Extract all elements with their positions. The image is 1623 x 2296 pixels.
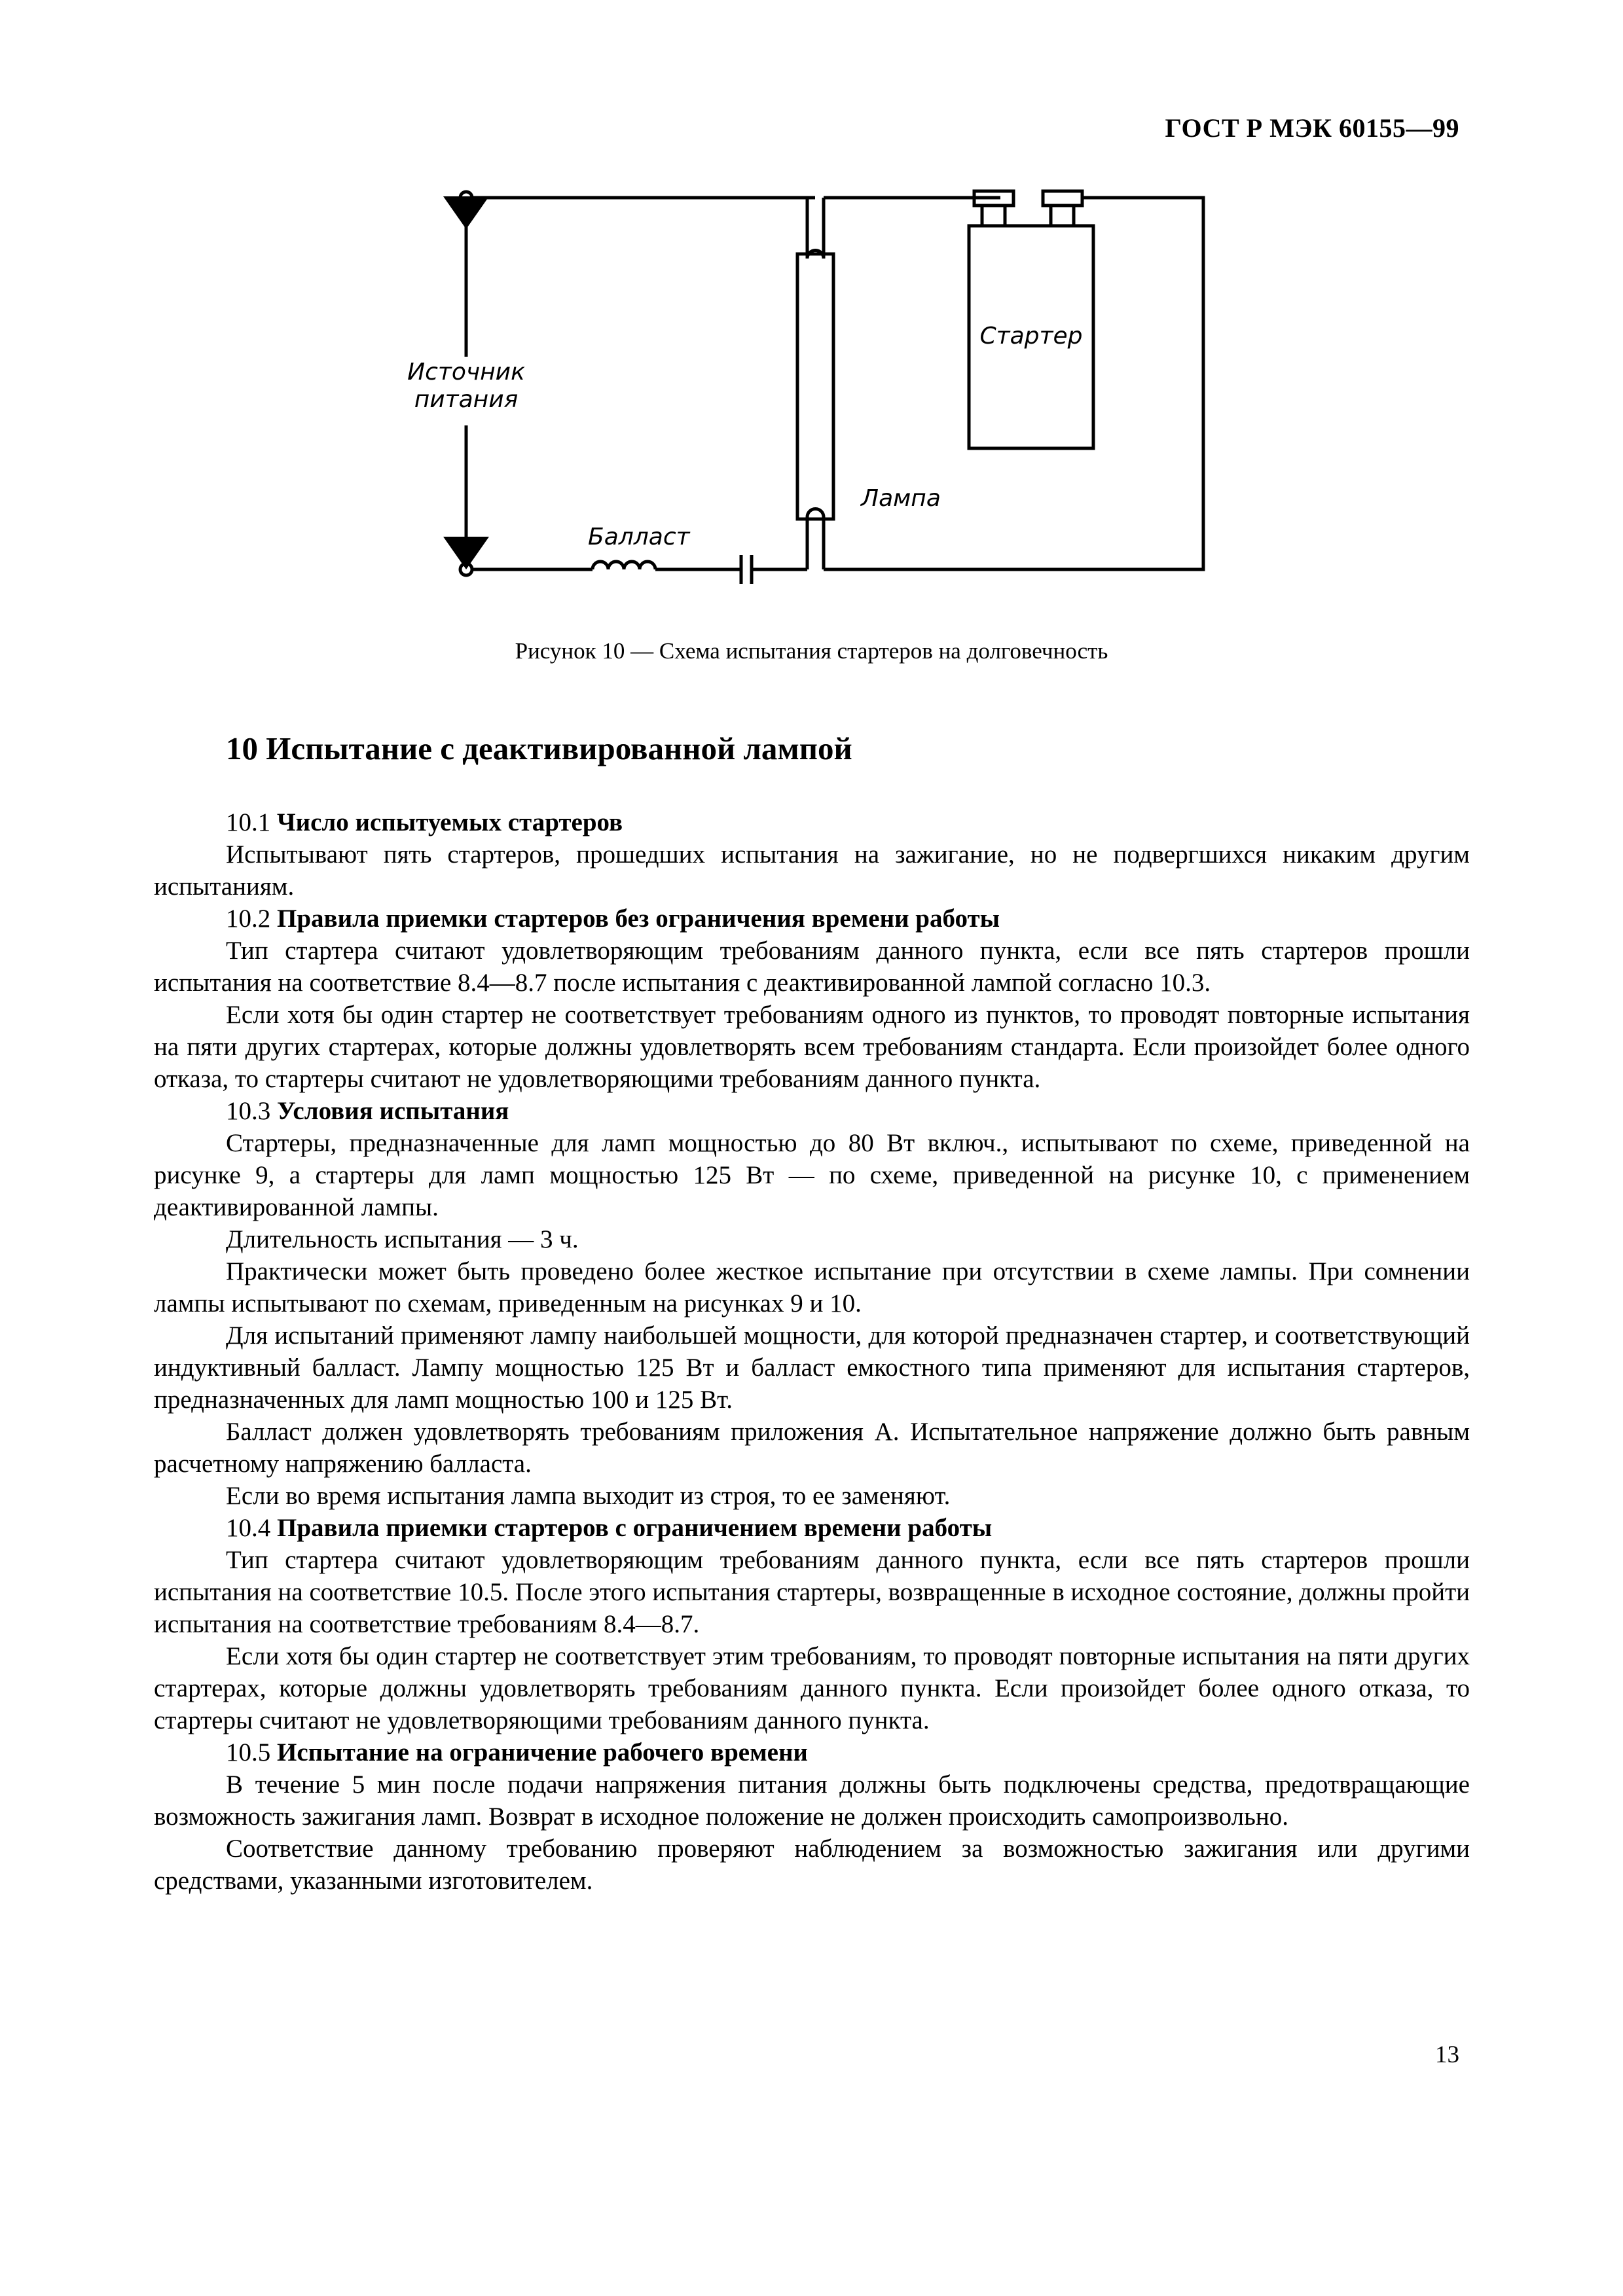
paragraph: Соответствие данному требованию проверяют наблюдением за возможностью зажигания или другими средствами, указанными изготовителем.	[154, 1835, 1470, 1895]
subsection-number: 10.2	[226, 905, 271, 933]
subsection-heading	[154, 806, 1470, 838]
paragraph: Балласт должен удовлетворять требованиям приложения А. Испытательное напряжение должно быть равным расчетному напряжению балласта.	[154, 1418, 1470, 1478]
lamp-label: Лампа	[861, 485, 941, 512]
standard-header: ГОСТ Р МЭК 60155—99	[1165, 113, 1459, 143]
paragraph: Если хотя бы один стартер не соответствует этим требованиям, то проводят повторные испытания на пяти других стартерах, которые должны удовлетворять требованиям данного пункта. Если произойдет более одного отказа, то стартеры считают не удовлетворяющими требованиям данного пункта.	[154, 1642, 1470, 1734]
paragraph: Практически может быть проведено более жесткое испытание при отсутствии в схеме лампы. При сомнении лампы испытывают по схемам, приведенным на рисунках 9 и 10.	[154, 1257, 1470, 1318]
subsection-number: 10.5	[226, 1738, 271, 1767]
section-title: 10 Испытание с деактивированной лампой	[226, 730, 852, 766]
paragraph: Если хотя бы один стартер не соответствует требованиям одного из пунктов, то проводят повторные испытания на пяти других стартерах, которые должны удовлетворять всем требованиям стандарта. Если произойдет более одного отказа, то стартеры считают не удовлетворяющими требованиям данного пункта.	[154, 1001, 1470, 1093]
page-number: 13	[1435, 2041, 1459, 2068]
ballast-inductor	[593, 562, 655, 569]
subsection-number: 10.1	[226, 808, 271, 836]
source-terminal-bottom	[460, 564, 472, 575]
paragraph: Для испытаний применяют лампу наибольшей мощности, для которой предназначен стартер, и соответствующий индуктивный балласт. Лампу мощностью 125 Вт и балласт емкостного типа применяют для испытания стартеров, предназначенных для ламп мощностью 100 и 125 Вт.	[154, 1321, 1470, 1414]
subsection-title: Число испытуемых стартеров	[277, 808, 623, 836]
subsection-title: Правила приемки стартеров с ограничением времени работы	[277, 1514, 993, 1542]
ballast-label: Балласт	[588, 524, 690, 550]
subsection-heading	[154, 1512, 1470, 1544]
source-label-line1: Источник	[407, 359, 525, 386]
circuit-diagram	[393, 177, 1244, 609]
source-terminal-top	[460, 192, 472, 204]
subsection-title: Испытание на ограничение рабочего времени	[277, 1738, 808, 1767]
paragraph: Если во время испытания лампа выходит из строя, то ее заменяют.	[226, 1482, 951, 1510]
lamp-tube	[797, 254, 833, 519]
subsection-heading	[154, 1736, 1470, 1768]
paragraph: Стартеры, предназначенные для ламп мощностью до 80 Вт включ., испытывают по схеме, приведенной на рисунке 9, а стартеры для ламп мощностью 125 Вт — по схеме, приведенной на рисунке 10, с применением деактивированной лампы.	[154, 1129, 1470, 1221]
subsection-heading	[154, 1095, 1470, 1127]
figure-caption: Рисунок 10 — Схема испытания стартеров на долговечность	[515, 638, 1108, 664]
paragraph: Испытывают пять стартеров, прошедших испытания на зажигание, но не подвергшихся никаким другим испытаниям.	[154, 840, 1470, 901]
subsection-number: 10.3	[226, 1097, 271, 1125]
subsection-number: 10.4	[226, 1514, 271, 1542]
subsection-heading	[154, 903, 1470, 935]
paragraph: Длительность испытания — 3 ч.	[226, 1225, 579, 1253]
paragraph: Тип стартера считают удовлетворяющим требованиям данного пункта, если все пять стартеров прошли испытания на соответствие 10.5. После этого испытания стартеры, возвращенные в исходное состояние, должны пройти испытания на соответствие требованиям 8.4—8.7.	[154, 1546, 1470, 1638]
subsection-title: Правила приемки стартеров без ограничения времени работы	[277, 905, 1000, 933]
subsection-title: Условия испытания	[277, 1097, 509, 1125]
wire-right-loop	[824, 198, 1203, 569]
circuit-figure	[393, 177, 1244, 609]
lamp-filament-bottom	[807, 509, 824, 517]
source-label-line2: питания	[414, 386, 519, 413]
paragraph: В течение 5 мин после подачи напряжения питания должны быть подключены средства, предотвращающие возможность зажигания ламп. Возврат в исходное положение не должен происходить самопроизвольно.	[154, 1770, 1470, 1831]
body-text	[154, 806, 1470, 1897]
paragraph: Тип стартера считают удовлетворяющим требованиям данного пункта, если все пять стартеров прошли испытания на соответствие 8.4—8.7 после испытания с деактивированной лампой согласно 10.3.	[154, 937, 1470, 997]
starter-terminal-right	[1043, 191, 1082, 206]
starter-label: Стартер	[979, 323, 1083, 350]
